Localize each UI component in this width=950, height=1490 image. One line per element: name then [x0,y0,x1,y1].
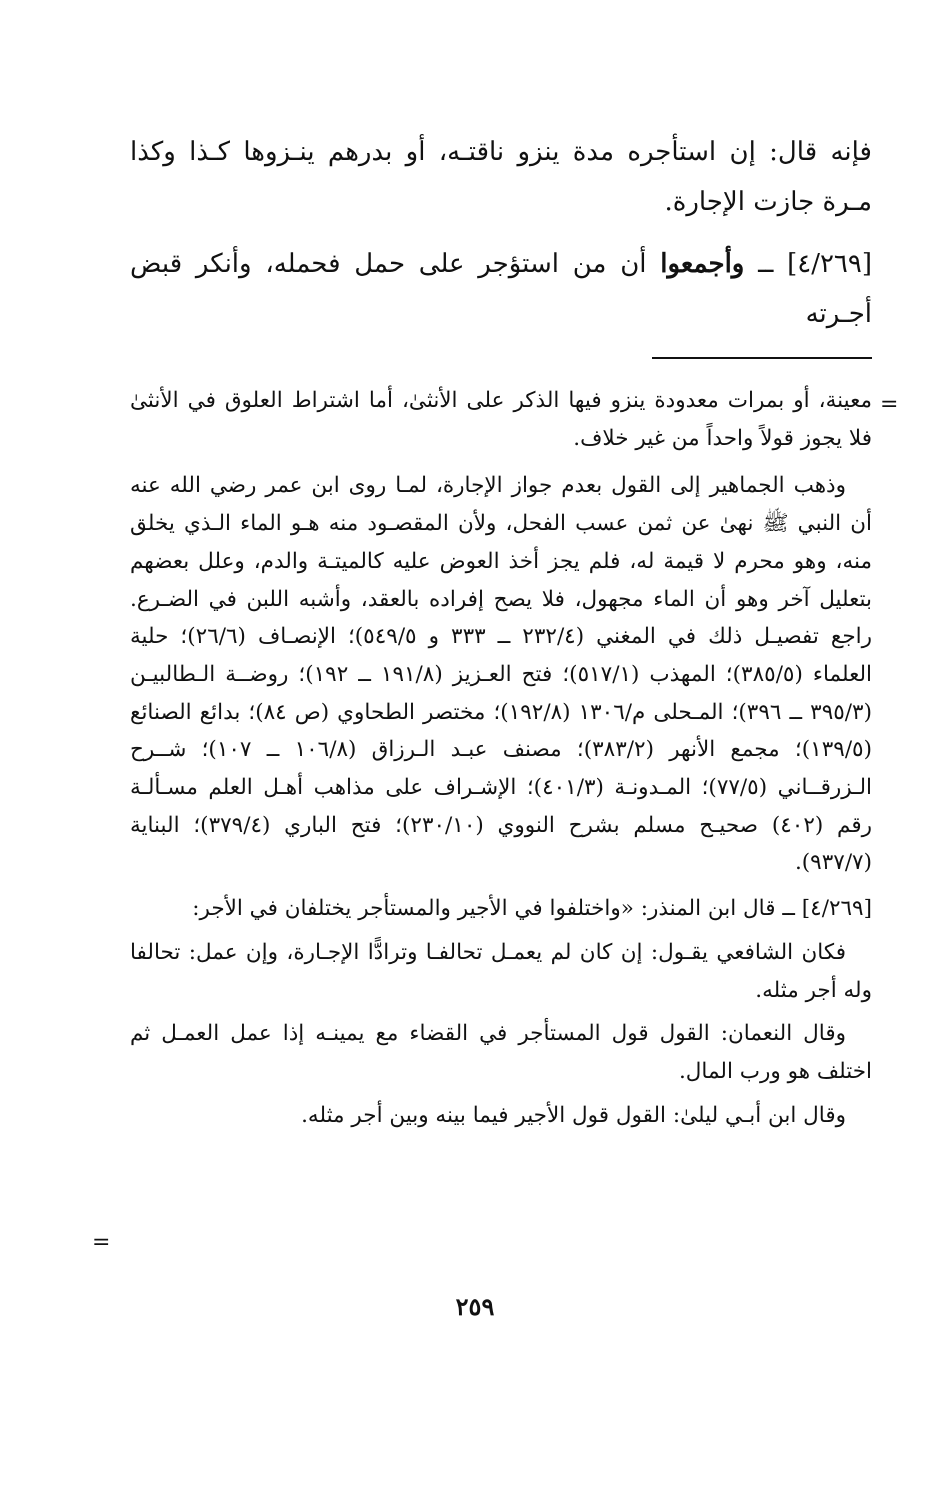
footnote-paragraph-3: [٤/٢٦٩] ــ قال ابن المنذر: «واختلفوا في الأجير والمستأجر يختلفان في الأجر: [192,896,872,922]
footnote-paragraph-4: فكان الشافعي يقـول: إن كان لم يعمـل تحالفـا وترادًّا الإجـارة، وإن عمل: تحالفا وله أجر مثله. [130,939,872,1003]
page-number: ٢٥٩ [455,1292,495,1321]
footnote-trailing-mark: = [92,1230,111,1255]
footnote-paragraph-1: معينة، أو بمرات معدودة ينزو فيها الذكر على الأنثىٰ، أما اشتراط العلوق في الأنثىٰ فلا يجوز قولاً واحداً من غير خلاف. [130,388,872,451]
footnote-paragraph-5: وقال النعمان: القول قول المستأجر في القضاء مع يمينـه إذا عمل العمـل ثم اختلف هو ورب المال. [130,1021,872,1084]
footnote-text [130,382,872,1134]
footnote-paragraph-2: وذهب الجماهير إلى القول بعدم جواز الإجارة، لمـا روى ابن عمر رضي الله عنه أن النبي ﷺ نهىٰ عن ثمن عسب الفحل، ولأن المقصـود منه هـو الماء الـذي يخلق منه، وهو محرم لا قيمة له، فلم يجز أخذ العوض عليه كالميتـة والدم، وعلل بعضهم بتعليل آخر وهو أن الماء مجهول، فلا يصح إفراده بالعقد، وأشبه اللبن في الضـرع. راجع تفصيـل ذلك في المغني (٢٣٢/٤ ــ ٣٣٣ و ٥٤٩/٥)؛ الإنصـاف (٢٦/٦)؛ حلية العلماء (٣٨٥/٥)؛ المهذب (٥١٧/١)؛ فتح العـزيز (١٩١/٨ ــ ١٩٢)؛ روضــة الـطالبيـن (٣٩٥/٣ ــ ٣٩٦)؛ المـحلى م/١٣٠٦ (١٩٢/٨)؛ مختصر الطحاوي (ص ٨٤)؛ بدائع الصنائع (١٣٩/٥)؛ مجمع الأنهر (٣٨٣/٢)؛ مصنف عبـد الـرزاق (١٠٦/٨ ــ ١٠٧)؛ شــرح الـزرقــاني (٧٧/٥)؛ المـدونـة (٤٠١/٣)؛ الإشـراف على مذاهب أهـل العلم مسـألـة رقم (٤٠٢) صحيـح مسلم بشرح النووي (٢٣٠/١٠)؛ فتح الباري (٣٧٩/٤)؛ البناية (٩٣٧/٧). [130,473,873,876]
main-paragraph-2 [130,239,872,339]
section-reference: [٤/٢٦٩] ــ [758,249,873,279]
footnote-paragraph-6: وقال ابن أبـي ليلىٰ: القول قول الأجير فيما بينه وبين أجر مثله. [301,1102,846,1128]
footnote-continuation-mark: = [880,392,899,417]
main-paragraph-1: فإنه قال: إن استأجره مدة ينزو ناقتـه، أو بدرهم ينـزوها كـذا وكذا مـرة جازت الإجارة. [130,137,872,217]
paragraph-2-text: أن من استؤجر على حمل فحمله، وأنكر قبض أجـرته [130,249,872,329]
footnote-separator [652,357,872,359]
bold-keyword: وأجمعوا [660,249,745,279]
main-text [130,127,872,339]
